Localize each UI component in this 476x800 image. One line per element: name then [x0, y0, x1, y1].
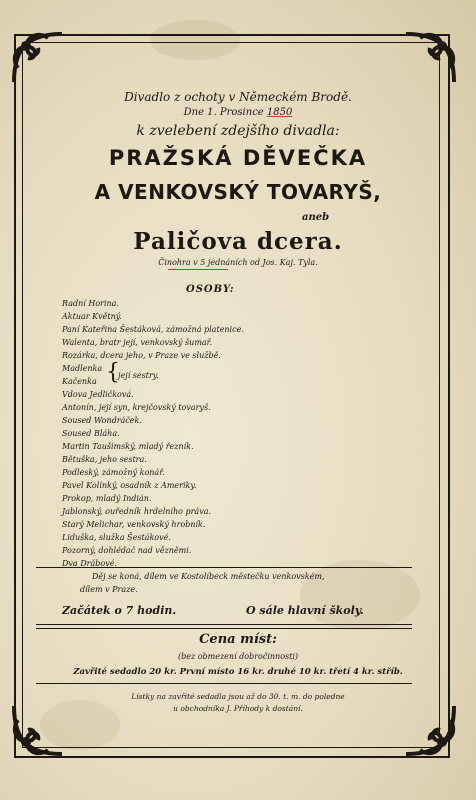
purpose-line: k zvelebení zdejšího divadla:: [136, 123, 340, 139]
cast-item: Liduška, služka Šestákové.: [62, 533, 171, 542]
divider-rule: [36, 628, 412, 629]
cast-item: Antonín, její syn, krejčovský tovaryš.: [62, 403, 211, 412]
cast-item: Soused Bláha.: [62, 429, 120, 438]
cast-item: Pavel Kolínký, osadník z Ameriky.: [62, 481, 197, 490]
sisters-brace: {: [106, 360, 120, 385]
cast-item: Martin Taušimský, mladý řezník.: [62, 442, 194, 451]
subtitle-underline: [168, 269, 228, 270]
cast-item: Prokop, mladý Indián.: [62, 494, 152, 503]
cast-item: Starý Melichar, venkovský hrobník.: [62, 520, 206, 529]
date-year: 1850: [266, 107, 293, 118]
venue: O sále hlavní školy.: [246, 604, 364, 617]
divider-rule: [36, 567, 412, 568]
start-time: Začátek o 7 hodin.: [62, 604, 177, 617]
cast-item: Bětuška, jeho sestra.: [62, 455, 147, 464]
date-prefix: Dne 1. Prosince: [183, 107, 264, 118]
cast-item: Jablonský, ouředník hrdelního práva.: [62, 507, 212, 516]
performance-date: [0, 107, 476, 118]
cast-item: Radní Horina.: [62, 299, 119, 308]
prices-line: Zavřité sedadlo 20 kr. První místo 16 kr. druhé 10 kr. třetí 4 kr. stříb.: [73, 667, 403, 677]
cast-item: Podleský, zámožný konář.: [62, 468, 165, 477]
cast-item: Vdova Jedličková.: [62, 390, 134, 399]
corner-ornament-top-left: [8, 28, 68, 88]
cast-item: Soused Wondráček.: [62, 416, 142, 425]
aneb-word: aneb: [302, 212, 330, 223]
cast-item: Rozárka, dcera jeho, v Praze ve službě.: [62, 351, 221, 360]
corner-ornament-top-right: [400, 28, 460, 88]
play-title-line2: A VENKOVSKÝ TOVARYŠ,: [94, 180, 382, 204]
divider-rule: [36, 683, 412, 684]
ticket-note-line1: Lístky na zavřité sedadla jsou až do 30. t. m. do poledne: [131, 692, 345, 701]
cast-item: Walenta, bratr její, venkovský šumař.: [62, 338, 213, 347]
cast-item: Aktuar Květný.: [62, 312, 122, 321]
prices-note: (bez obmezení dobročinnosti): [177, 652, 299, 661]
cast-item: Pozorný, dohlédač nad vězněmi.: [62, 546, 192, 555]
cast-item-note: její sestry.: [118, 371, 159, 380]
alternate-title: Paličova dcera.: [133, 228, 343, 255]
cast-item: Madlenka: [62, 364, 103, 373]
theatre-line: Divadlo z ochoty v Německém Brodě.: [124, 90, 352, 104]
cast-item: Paní Kateřina Šestáková, zámožná platenice.: [62, 325, 244, 334]
cast-item: Dva Drábové.: [62, 559, 117, 568]
divider-rule: [36, 624, 412, 625]
setting-line: Děj se koná, dílem ve Kostolíbeck městečku venkovském,: [92, 572, 325, 581]
prices-heading: Cena míst:: [199, 632, 277, 647]
play-title-line1: PRAŽSKÁ DĚVEČKA: [108, 146, 368, 170]
cast-item: Kačenka: [62, 377, 97, 386]
ticket-note-line2: u obchodníka J. Příhody k dostání.: [173, 704, 303, 713]
setting-line: dílem v Praze.: [80, 585, 138, 594]
play-subtitle: Činohra v 5 jednáních od Jos. Kaj. Tyla.: [158, 258, 318, 267]
cast-heading: OSOBY:: [186, 284, 235, 295]
